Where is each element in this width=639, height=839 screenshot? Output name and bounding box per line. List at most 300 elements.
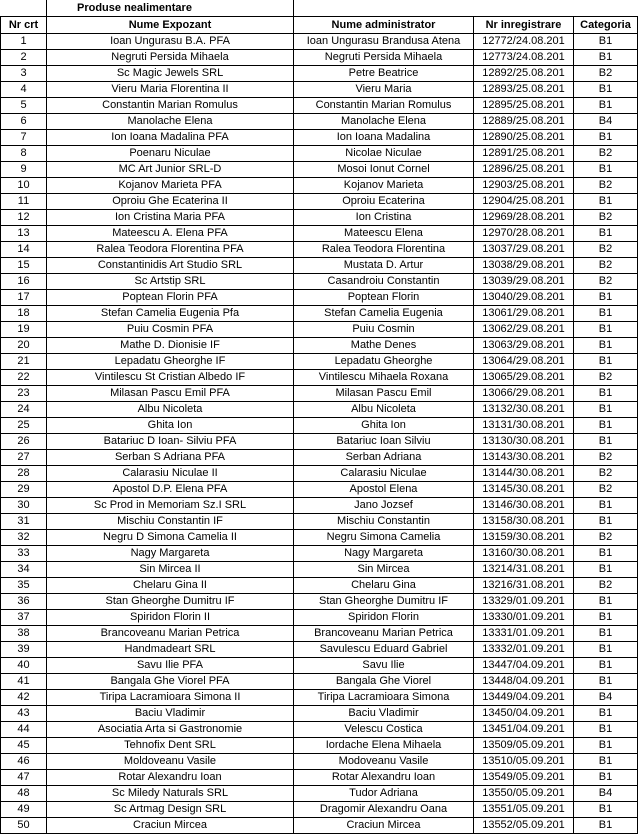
- cell-categoria[interactable]: B2: [574, 66, 638, 82]
- cell-nr-inregistrare[interactable]: 13448/04.09.201: [474, 674, 574, 690]
- table-row: [1, 578, 638, 594]
- table-row: [1, 450, 638, 466]
- cell-nume-expozant[interactable]: Vintilescu St Cristian Albedo IF: [47, 370, 294, 386]
- cell-nr-inregistrare[interactable]: 13145/30.08.201: [474, 482, 574, 498]
- cell-categoria[interactable]: B2: [574, 370, 638, 386]
- cell-nr-crt[interactable]: 1: [1, 34, 47, 50]
- cell-nume-expozant[interactable]: Lepadatu Gheorghe IF: [47, 354, 294, 370]
- cell-categoria[interactable]: B1: [574, 770, 638, 786]
- cell-nr-inregistrare[interactable]: 13144/30.08.201: [474, 466, 574, 482]
- header-nr-crt[interactable]: Nr crt: [1, 17, 47, 34]
- cell-nr-inregistrare[interactable]: 13216/31.08.201: [474, 578, 574, 594]
- cell-nr-crt[interactable]: 36: [1, 594, 47, 610]
- cell-nume-expozant[interactable]: Calarasiu Niculae II: [47, 466, 294, 482]
- cell-nr-crt[interactable]: 37: [1, 610, 47, 626]
- cell-nume-expozant[interactable]: Batariuc D Ioan- Silviu PFA: [47, 434, 294, 450]
- cell-nume-administrator[interactable]: Dragomir Alexandru Oana: [294, 802, 474, 818]
- cell-nr-crt[interactable]: 20: [1, 338, 47, 354]
- cell-nr-crt[interactable]: 32: [1, 530, 47, 546]
- cell-nume-expozant[interactable]: Stan Gheorghe Dumitru IF: [47, 594, 294, 610]
- cell-nume-expozant[interactable]: Puiu Cosmin PFA: [47, 322, 294, 338]
- cell-categoria[interactable]: B1: [574, 434, 638, 450]
- table-row: [1, 98, 638, 114]
- cell-nume-expozant[interactable]: Sin Mircea II: [47, 562, 294, 578]
- cell-categoria[interactable]: B2: [574, 258, 638, 274]
- cell-nr-crt[interactable]: 17: [1, 290, 47, 306]
- cell-nr-inregistrare[interactable]: 13450/04.09.201: [474, 706, 574, 722]
- cell-nr-crt[interactable]: 50: [1, 818, 47, 834]
- table-row: [1, 162, 638, 178]
- cell-nr-inregistrare[interactable]: 13037/29.08.201: [474, 242, 574, 258]
- cell-nume-administrator[interactable]: Chelaru Gina: [294, 578, 474, 594]
- cell-nr-inregistrare[interactable]: 12892/25.08.201: [474, 66, 574, 82]
- cell-categoria[interactable]: B1: [574, 626, 638, 642]
- cell-nume-administrator[interactable]: Nagy Margareta: [294, 546, 474, 562]
- table-row: [1, 402, 638, 418]
- cell-nr-inregistrare[interactable]: 13130/30.08.201: [474, 434, 574, 450]
- cell-categoria[interactable]: B1: [574, 322, 638, 338]
- cell-nr-crt[interactable]: 8: [1, 146, 47, 162]
- cell-nr-inregistrare[interactable]: 12891/25.08.201: [474, 146, 574, 162]
- header-nume-administrator[interactable]: Nume administrator: [294, 17, 474, 34]
- cell-nume-expozant[interactable]: Baciu Vladimir: [47, 706, 294, 722]
- cell-nr-inregistrare[interactable]: 12890/25.08.201: [474, 130, 574, 146]
- cell-nume-expozant[interactable]: Ion Cristina Maria PFA: [47, 210, 294, 226]
- cell-nr-inregistrare[interactable]: 13064/29.08.201: [474, 354, 574, 370]
- cell-categoria[interactable]: B2: [574, 210, 638, 226]
- cell-nume-administrator[interactable]: Sin Mircea: [294, 562, 474, 578]
- table-row: [1, 386, 638, 402]
- cell-categoria[interactable]: B1: [574, 658, 638, 674]
- cell-nume-expozant[interactable]: Moldoveanu Vasile: [47, 754, 294, 770]
- table-row: [1, 466, 638, 482]
- cell-nume-expozant[interactable]: Oproiu Ghe Ecaterina II: [47, 194, 294, 210]
- cell-nume-administrator[interactable]: Iordache Elena Mihaela: [294, 738, 474, 754]
- cell-categoria[interactable]: B1: [574, 354, 638, 370]
- table-row: [1, 482, 638, 498]
- table-row: [1, 418, 638, 434]
- table-row: [1, 146, 638, 162]
- cell-categoria[interactable]: B1: [574, 498, 638, 514]
- cell-nume-administrator[interactable]: Mischiu Constantin: [294, 514, 474, 530]
- cell-nume-expozant[interactable]: Constantin Marian Romulus: [47, 98, 294, 114]
- cell-nume-expozant[interactable]: Sc Artmag Design SRL: [47, 802, 294, 818]
- cell-nr-inregistrare[interactable]: 12889/25.08.201: [474, 114, 574, 130]
- cell-nume-administrator[interactable]: Apostol Elena: [294, 482, 474, 498]
- cell-nume-administrator[interactable]: Mathe Denes: [294, 338, 474, 354]
- cell-nume-administrator[interactable]: Modoveanu Vasile: [294, 754, 474, 770]
- table-row: [1, 514, 638, 530]
- cell-nr-crt[interactable]: 26: [1, 434, 47, 450]
- cell-nume-administrator[interactable]: Brancoveanu Marian Petrica: [294, 626, 474, 642]
- cell-nume-administrator[interactable]: Ghita Ion: [294, 418, 474, 434]
- cell-nr-inregistrare[interactable]: 12895/25.08.201: [474, 98, 574, 114]
- cell-nume-administrator[interactable]: Albu Nicoleta: [294, 402, 474, 418]
- title-row: [1, 0, 638, 17]
- cell-categoria[interactable]: B1: [574, 514, 638, 530]
- cell-nr-crt[interactable]: 24: [1, 402, 47, 418]
- cell-nume-expozant[interactable]: Serban S Adriana PFA: [47, 450, 294, 466]
- cell-nr-inregistrare[interactable]: 13158/30.08.201: [474, 514, 574, 530]
- cell-nr-crt[interactable]: 41: [1, 674, 47, 690]
- cell-nume-administrator[interactable]: Batariuc Ioan Silviu: [294, 434, 474, 450]
- cell-categoria[interactable]: B1: [574, 82, 638, 98]
- cell-categoria[interactable]: B1: [574, 674, 638, 690]
- cell-nume-administrator[interactable]: Mustata D. Artur: [294, 258, 474, 274]
- cell-nume-expozant[interactable]: MC Art Junior SRL-D: [47, 162, 294, 178]
- cell-nume-administrator[interactable]: Velescu Costica: [294, 722, 474, 738]
- cell-nume-administrator[interactable]: Stefan Camelia Eugenia: [294, 306, 474, 322]
- cell-categoria[interactable]: B4: [574, 786, 638, 802]
- cell-nr-inregistrare[interactable]: 13039/29.08.201: [474, 274, 574, 290]
- cell-nr-crt[interactable]: 47: [1, 770, 47, 786]
- cell-nume-administrator[interactable]: Tudor Adriana: [294, 786, 474, 802]
- cell-nr-crt[interactable]: 28: [1, 466, 47, 482]
- table-row: [1, 194, 638, 210]
- cell-nr-inregistrare[interactable]: 13510/05.09.201: [474, 754, 574, 770]
- cell-categoria[interactable]: B4: [574, 114, 638, 130]
- cell-nume-expozant[interactable]: Kojanov Marieta PFA: [47, 178, 294, 194]
- cell-nume-administrator[interactable]: Vintilescu Mihaela Roxana: [294, 370, 474, 386]
- cell-nume-administrator[interactable]: Ralea Teodora Florentina: [294, 242, 474, 258]
- cell-nume-administrator[interactable]: Nicolae Niculae: [294, 146, 474, 162]
- cell-nr-crt[interactable]: 7: [1, 130, 47, 146]
- table-row: [1, 258, 638, 274]
- cell-nr-crt[interactable]: 42: [1, 690, 47, 706]
- cell-nr-inregistrare[interactable]: 13062/29.08.201: [474, 322, 574, 338]
- cell-nr-inregistrare[interactable]: 13066/29.08.201: [474, 386, 574, 402]
- table-row: [1, 210, 638, 226]
- cell-nume-administrator[interactable]: Ioan Ungurasu Brandusa Atena: [294, 34, 474, 50]
- table-row: [1, 530, 638, 546]
- cell-nr-crt[interactable]: 48: [1, 786, 47, 802]
- cell-categoria[interactable]: B1: [574, 722, 638, 738]
- cell-nr-inregistrare[interactable]: 13449/04.09.201: [474, 690, 574, 706]
- cell-categoria[interactable]: B1: [574, 226, 638, 242]
- cell-nr-crt[interactable]: 30: [1, 498, 47, 514]
- cell-nr-crt[interactable]: 6: [1, 114, 47, 130]
- cell-categoria[interactable]: B1: [574, 610, 638, 626]
- table-row: [1, 722, 638, 738]
- cell-categoria[interactable]: B4: [574, 690, 638, 706]
- cell-categoria[interactable]: B1: [574, 594, 638, 610]
- cell-categoria[interactable]: B2: [574, 274, 638, 290]
- table-row: [1, 690, 638, 706]
- cell-nume-expozant[interactable]: Vieru Maria Florentina II: [47, 82, 294, 98]
- cell-nr-inregistrare[interactable]: 12970/28.08.201: [474, 226, 574, 242]
- cell-nr-crt[interactable]: 15: [1, 258, 47, 274]
- cell-nume-expozant[interactable]: Sc Prod in Memoriam Sz.I SRL: [47, 498, 294, 514]
- cell-nr-inregistrare[interactable]: 13159/30.08.201: [474, 530, 574, 546]
- title-blank-cell: [1, 0, 47, 17]
- cell-categoria[interactable]: B1: [574, 706, 638, 722]
- table-row: [1, 306, 638, 322]
- cell-categoria[interactable]: B1: [574, 754, 638, 770]
- cell-nume-administrator[interactable]: Serban Adriana: [294, 450, 474, 466]
- table-row: [1, 274, 638, 290]
- cell-nr-crt[interactable]: 35: [1, 578, 47, 594]
- cell-nr-inregistrare[interactable]: 13447/04.09.201: [474, 658, 574, 674]
- cell-nr-inregistrare[interactable]: 13038/29.08.201: [474, 258, 574, 274]
- cell-nr-crt[interactable]: 44: [1, 722, 47, 738]
- table-row: [1, 290, 638, 306]
- cell-nr-inregistrare[interactable]: 13214/31.08.201: [474, 562, 574, 578]
- cell-categoria[interactable]: B2: [574, 146, 638, 162]
- cell-nr-crt[interactable]: 21: [1, 354, 47, 370]
- cell-nr-inregistrare[interactable]: 13451/04.09.201: [474, 722, 574, 738]
- table-row: [1, 434, 638, 450]
- cell-categoria[interactable]: B1: [574, 130, 638, 146]
- cell-nr-crt[interactable]: 39: [1, 642, 47, 658]
- cell-nr-crt[interactable]: 33: [1, 546, 47, 562]
- cell-nr-inregistrare[interactable]: 12772/24.08.201: [474, 34, 574, 50]
- cell-nume-expozant[interactable]: Ghita Ion: [47, 418, 294, 434]
- cell-nr-inregistrare[interactable]: 12903/25.08.201: [474, 178, 574, 194]
- cell-nr-inregistrare[interactable]: 13329/01.09.201: [474, 594, 574, 610]
- cell-nume-expozant[interactable]: Savu Ilie PFA: [47, 658, 294, 674]
- cell-categoria[interactable]: B1: [574, 642, 638, 658]
- table-row: [1, 770, 638, 786]
- header-categoria[interactable]: Categoria: [574, 17, 638, 34]
- cell-nume-administrator[interactable]: Savu Ilie: [294, 658, 474, 674]
- cell-nume-administrator[interactable]: Tiripa Lacramioara Simona: [294, 690, 474, 706]
- cell-nume-expozant[interactable]: Poptean Florin PFA: [47, 290, 294, 306]
- cell-nume-administrator[interactable]: Constantin Marian Romulus: [294, 98, 474, 114]
- cell-nr-crt[interactable]: 5: [1, 98, 47, 114]
- cell-nr-inregistrare[interactable]: 13040/29.08.201: [474, 290, 574, 306]
- cell-categoria[interactable]: B1: [574, 306, 638, 322]
- table-row: [1, 642, 638, 658]
- table-row: [1, 738, 638, 754]
- cell-nume-administrator[interactable]: Bangala Ghe Viorel: [294, 674, 474, 690]
- cell-nume-administrator[interactable]: Petre Beatrice: [294, 66, 474, 82]
- cell-nume-expozant[interactable]: Ioan Ungurasu B.A. PFA: [47, 34, 294, 50]
- cell-nr-inregistrare[interactable]: 13330/01.09.201: [474, 610, 574, 626]
- cell-nr-crt[interactable]: 34: [1, 562, 47, 578]
- cell-nr-inregistrare[interactable]: 13131/30.08.201: [474, 418, 574, 434]
- cell-nume-administrator[interactable]: Rotar Alexandru Ioan: [294, 770, 474, 786]
- cell-nume-expozant[interactable]: Brancoveanu Marian Petrica: [47, 626, 294, 642]
- cell-nr-crt[interactable]: 12: [1, 210, 47, 226]
- cell-categoria[interactable]: B1: [574, 98, 638, 114]
- cell-nume-administrator[interactable]: Mosoi Ionut Cornel: [294, 162, 474, 178]
- cell-nume-expozant[interactable]: Constantinidis Art Studio SRL: [47, 258, 294, 274]
- table-row: [1, 226, 638, 242]
- cell-nume-expozant[interactable]: Mathe D. Dionisie IF: [47, 338, 294, 354]
- cell-nume-expozant[interactable]: Spiridon Florin II: [47, 610, 294, 626]
- cell-nume-expozant[interactable]: Sc Magic Jewels SRL: [47, 66, 294, 82]
- cell-nr-crt[interactable]: 27: [1, 450, 47, 466]
- cell-categoria[interactable]: B1: [574, 802, 638, 818]
- header-nume-expozant[interactable]: Nume Expozant: [47, 17, 294, 34]
- sheet-title: Produse nealimentare: [47, 0, 294, 17]
- cell-nume-administrator[interactable]: Jano Jozsef: [294, 498, 474, 514]
- cell-nr-inregistrare[interactable]: 12969/28.08.201: [474, 210, 574, 226]
- cell-nr-crt[interactable]: 31: [1, 514, 47, 530]
- cell-nr-inregistrare[interactable]: 12773/24.08.201: [474, 50, 574, 66]
- cell-nr-inregistrare[interactable]: 13509/05.09.201: [474, 738, 574, 754]
- cell-nume-expozant[interactable]: Manolache Elena: [47, 114, 294, 130]
- cell-nume-administrator[interactable]: Stan Gheorghe Dumitru IF: [294, 594, 474, 610]
- cell-nr-crt[interactable]: 49: [1, 802, 47, 818]
- header-row: [1, 17, 638, 34]
- cell-categoria[interactable]: B1: [574, 562, 638, 578]
- cell-nr-inregistrare[interactable]: 12904/25.08.201: [474, 194, 574, 210]
- table-row: [1, 370, 638, 386]
- cell-nr-inregistrare[interactable]: 13552/05.09.201: [474, 818, 574, 834]
- header-nr-inregistrare[interactable]: Nr inregistrare: [474, 17, 574, 34]
- cell-nume-administrator[interactable]: Calarasiu Niculae: [294, 466, 474, 482]
- cell-nr-inregistrare[interactable]: 13551/05.09.201: [474, 802, 574, 818]
- cell-nr-crt[interactable]: 25: [1, 418, 47, 434]
- cell-categoria[interactable]: B2: [574, 482, 638, 498]
- cell-nr-inregistrare[interactable]: 13160/30.08.201: [474, 546, 574, 562]
- cell-nr-crt[interactable]: 9: [1, 162, 47, 178]
- title-blank-cell: [574, 0, 638, 17]
- cell-nume-administrator[interactable]: Kojanov Marieta: [294, 178, 474, 194]
- cell-nr-crt[interactable]: 46: [1, 754, 47, 770]
- cell-nume-expozant[interactable]: Ion Ioana Madalina PFA: [47, 130, 294, 146]
- cell-categoria[interactable]: B1: [574, 290, 638, 306]
- cell-nr-inregistrare[interactable]: 13132/30.08.201: [474, 402, 574, 418]
- cell-nume-expozant[interactable]: Ralea Teodora Florentina PFA: [47, 242, 294, 258]
- cell-nr-inregistrare[interactable]: 13331/01.09.201: [474, 626, 574, 642]
- cell-nume-expozant[interactable]: Handmadeart SRL: [47, 642, 294, 658]
- cell-nume-administrator[interactable]: Milasan Pascu Emil: [294, 386, 474, 402]
- cell-nr-inregistrare[interactable]: 13143/30.08.201: [474, 450, 574, 466]
- cell-nume-expozant[interactable]: Negruti Persida Mihaela: [47, 50, 294, 66]
- cell-nume-expozant[interactable]: Nagy Margareta: [47, 546, 294, 562]
- cell-nr-inregistrare[interactable]: 13061/29.08.201: [474, 306, 574, 322]
- cell-nume-administrator[interactable]: Mateescu Elena: [294, 226, 474, 242]
- cell-nr-inregistrare[interactable]: 12896/25.08.201: [474, 162, 574, 178]
- cell-nr-crt[interactable]: 14: [1, 242, 47, 258]
- cell-categoria[interactable]: B2: [574, 242, 638, 258]
- cell-nume-expozant[interactable]: Tehnofix Dent SRL: [47, 738, 294, 754]
- cell-nume-administrator[interactable]: Poptean Florin: [294, 290, 474, 306]
- cell-nume-administrator[interactable]: Craciun Mircea: [294, 818, 474, 834]
- cell-categoria[interactable]: B1: [574, 162, 638, 178]
- cell-nume-administrator[interactable]: Ion Cristina: [294, 210, 474, 226]
- cell-nr-inregistrare[interactable]: 13550/05.09.201: [474, 786, 574, 802]
- table-row: [1, 178, 638, 194]
- cell-nume-expozant[interactable]: Negru D Simona Camelia II: [47, 530, 294, 546]
- cell-nr-crt[interactable]: 38: [1, 626, 47, 642]
- cell-categoria[interactable]: B1: [574, 738, 638, 754]
- cell-nume-expozant[interactable]: Milasan Pascu Emil PFA: [47, 386, 294, 402]
- cell-nume-administrator[interactable]: Negruti Persida Mihaela: [294, 50, 474, 66]
- cell-nume-expozant[interactable]: Mateescu A. Elena PFA: [47, 226, 294, 242]
- cell-nr-crt[interactable]: 11: [1, 194, 47, 210]
- cell-nr-crt[interactable]: 23: [1, 386, 47, 402]
- cell-nume-expozant[interactable]: Asociatia Arta si Gastronomie: [47, 722, 294, 738]
- cell-nr-crt[interactable]: 43: [1, 706, 47, 722]
- cell-nume-administrator[interactable]: Spiridon Florin: [294, 610, 474, 626]
- cell-nr-crt[interactable]: 16: [1, 274, 47, 290]
- cell-nr-crt[interactable]: 10: [1, 178, 47, 194]
- cell-nr-crt[interactable]: 4: [1, 82, 47, 98]
- cell-nr-crt[interactable]: 2: [1, 50, 47, 66]
- cell-nume-administrator[interactable]: Manolache Elena: [294, 114, 474, 130]
- cell-nr-crt[interactable]: 40: [1, 658, 47, 674]
- cell-nume-administrator[interactable]: Savulescu Eduard Gabriel: [294, 642, 474, 658]
- cell-categoria[interactable]: B1: [574, 34, 638, 50]
- table-row: [1, 498, 638, 514]
- cell-nr-inregistrare[interactable]: 13063/29.08.201: [474, 338, 574, 354]
- cell-nume-expozant[interactable]: Chelaru Gina II: [47, 578, 294, 594]
- cell-categoria[interactable]: B1: [574, 338, 638, 354]
- cell-nume-expozant[interactable]: Tiripa Lacramioara Simona II: [47, 690, 294, 706]
- cell-categoria[interactable]: B1: [574, 194, 638, 210]
- cell-categoria[interactable]: B2: [574, 178, 638, 194]
- cell-nume-expozant[interactable]: Apostol D.P. Elena PFA: [47, 482, 294, 498]
- table-body: [1, 34, 638, 834]
- cell-nume-expozant[interactable]: Sc Miledy Naturals SRL: [47, 786, 294, 802]
- cell-nume-expozant[interactable]: Stefan Camelia Eugenia Pfa: [47, 306, 294, 322]
- cell-nr-inregistrare[interactable]: 13065/29.08.201: [474, 370, 574, 386]
- table-row: [1, 754, 638, 770]
- cell-categoria[interactable]: B1: [574, 818, 638, 834]
- cell-nume-administrator[interactable]: Oproiu Ecaterina: [294, 194, 474, 210]
- cell-categoria[interactable]: B1: [574, 418, 638, 434]
- cell-nume-expozant[interactable]: Rotar Alexandru Ioan: [47, 770, 294, 786]
- table-row: [1, 34, 638, 50]
- table-row: [1, 242, 638, 258]
- cell-categoria[interactable]: B2: [574, 450, 638, 466]
- cell-nr-crt[interactable]: 13: [1, 226, 47, 242]
- cell-nume-administrator[interactable]: Casandroiu Constantin: [294, 274, 474, 290]
- cell-nume-expozant[interactable]: Poenaru Niculae: [47, 146, 294, 162]
- cell-nume-administrator[interactable]: Negru Simona Camelia: [294, 530, 474, 546]
- cell-nr-crt[interactable]: 19: [1, 322, 47, 338]
- cell-nume-administrator[interactable]: Baciu Vladimir: [294, 706, 474, 722]
- cell-nume-expozant[interactable]: Mischiu Constantin IF: [47, 514, 294, 530]
- table-row: [1, 130, 638, 146]
- cell-categoria[interactable]: B1: [574, 386, 638, 402]
- table-row: [1, 114, 638, 130]
- cell-nume-administrator[interactable]: Ion Ioana Madalina: [294, 130, 474, 146]
- table-row: [1, 626, 638, 642]
- table-row: [1, 786, 638, 802]
- cell-nume-administrator[interactable]: Lepadatu Gheorghe: [294, 354, 474, 370]
- cell-nume-expozant[interactable]: Sc Artstip SRL: [47, 274, 294, 290]
- cell-nume-administrator[interactable]: Puiu Cosmin: [294, 322, 474, 338]
- cell-categoria[interactable]: B1: [574, 50, 638, 66]
- cell-categoria[interactable]: B1: [574, 546, 638, 562]
- cell-categoria[interactable]: B2: [574, 530, 638, 546]
- cell-categoria[interactable]: B2: [574, 466, 638, 482]
- cell-nume-expozant[interactable]: Bangala Ghe Viorel PFA: [47, 674, 294, 690]
- table-row: [1, 354, 638, 370]
- cell-nr-crt[interactable]: 18: [1, 306, 47, 322]
- cell-nume-expozant[interactable]: Craciun Mircea: [47, 818, 294, 834]
- cell-nr-crt[interactable]: 22: [1, 370, 47, 386]
- cell-nr-crt[interactable]: 29: [1, 482, 47, 498]
- table-row: [1, 66, 638, 82]
- table-row: [1, 674, 638, 690]
- cell-nr-inregistrare[interactable]: 13332/01.09.201: [474, 642, 574, 658]
- cell-nr-crt[interactable]: 45: [1, 738, 47, 754]
- cell-nr-inregistrare[interactable]: 13549/05.09.201: [474, 770, 574, 786]
- cell-nr-inregistrare[interactable]: 12893/25.08.201: [474, 82, 574, 98]
- cell-nume-administrator[interactable]: Vieru Maria: [294, 82, 474, 98]
- cell-categoria[interactable]: B1: [574, 402, 638, 418]
- table-row: [1, 594, 638, 610]
- cell-nr-inregistrare[interactable]: 13146/30.08.201: [474, 498, 574, 514]
- cell-nume-expozant[interactable]: Albu Nicoleta: [47, 402, 294, 418]
- cell-nr-crt[interactable]: 3: [1, 66, 47, 82]
- cell-categoria[interactable]: B2: [574, 578, 638, 594]
